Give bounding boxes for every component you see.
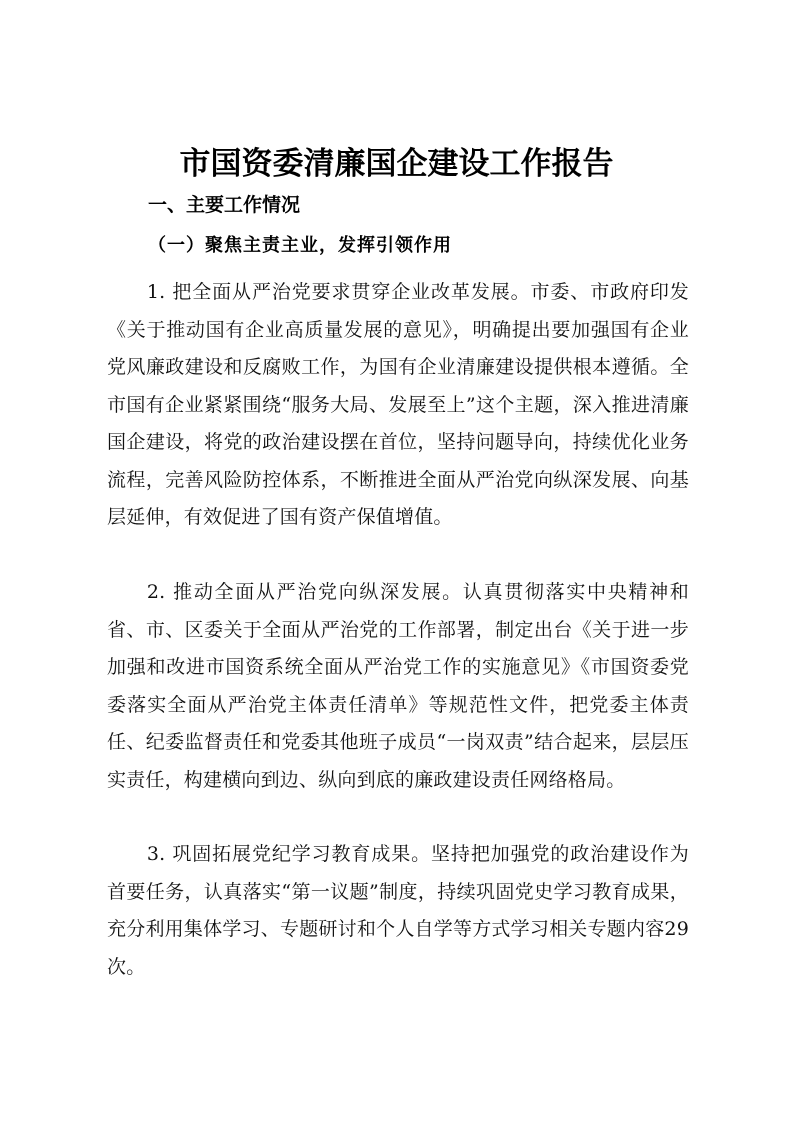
- paragraph-3: 3. 巩固拓展党纪学习教育成果。坚持把加强党的政治建设作为首要任务，认真落实“第一议题”制度，持续巩固党史学习教育成果，充分利用集体学习、专题研讨和个人自学等方式学习相关专题内容29次。: [107, 843, 689, 978]
- section-heading: 一、主要工作情况: [148, 194, 301, 216]
- paragraph-1: 1. 把全面从严治党要求贯穿企业改革发展。市委、市政府印发《关于推动国有企业高质量发展的意见》，明确提出要加强国有企业党风廉政建设和反腐败工作，为国有企业清廉建设提供根本遵循。全市国有企业紧紧围绕“服务大局、发展至上”这个主题，深入推进清廉国企建设，将党的政治建设摆在首位，坚持问题导向，持续优化业务流程，完善风险防控体系，不断推进全面从严治党向纵深发展、向基层延伸，有效促进了国有资产保值增值。: [107, 281, 689, 528]
- paragraph-2: 2. 推动全面从严治党向纵深发展。认真贯彻落实中央精神和省、市、区委关于全面从严治党的工作部署，制定出台《关于进一步加强和改进市国资系统全面从严治党工作的实施意见》《市国资委党委落实全面从严治党主体责任清单》等规范性文件，把党委主体责任、纪委监督责任和党委其他班子成员“一岗双责”结合起来，层层压实责任，构建横向到边、纵向到底的廉政建设责任网络格局。: [107, 581, 689, 791]
- subsection-heading: （一）聚焦主责主业，发挥引领作用: [148, 235, 452, 256]
- document-title: 市国资委清廉国企建设工作报告: [179, 146, 614, 182]
